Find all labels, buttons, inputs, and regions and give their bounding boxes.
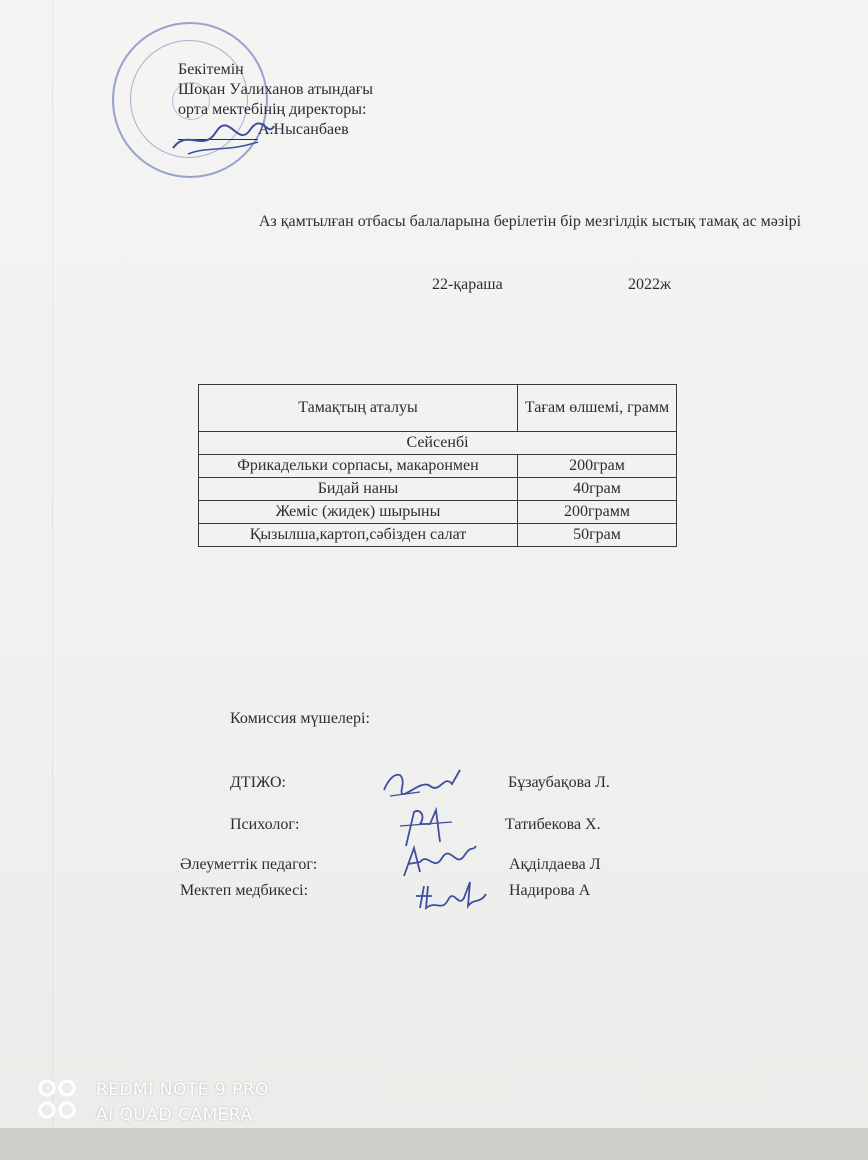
header-dish-name: Тамақтың аталуы [199, 385, 518, 432]
member-name: Бұзаубақова Л. [508, 774, 610, 791]
document-date-year: 2022ж [628, 276, 672, 293]
menu-table [198, 384, 677, 547]
table-surface [0, 1128, 868, 1160]
approval-position: орта мектебінің директоры: [178, 101, 367, 118]
member-role: ДТІЖО: [230, 774, 286, 791]
watermark-text [96, 1078, 269, 1128]
member-name: Ақділдаева Л [509, 856, 601, 873]
page-fold-line [52, 0, 53, 1132]
member-name: Надирова А [509, 882, 591, 899]
document-title: Аз қамтылған отбасы балаларына берілетін бір мезгілдік ыстық тамақ ас мәзірі [258, 213, 802, 230]
header-portion-size: Тағам өлшемі, грамм [518, 385, 677, 432]
signature-4 [414, 878, 494, 927]
dish-portion: 50грам [518, 524, 677, 547]
dish-name: Жеміс (жидек) шырыны [199, 501, 518, 524]
director-name: А.Нысанбаев [258, 121, 349, 138]
signature-1 [380, 764, 470, 809]
dish-name: Қызылша,картоп,сәбізден салат [199, 524, 518, 547]
document-date-day: 22-қараша [432, 276, 503, 293]
member-role: Мектеп медбикесі: [180, 882, 309, 899]
table-header-row [199, 385, 677, 432]
member-role: Әлеуметтік педагог: [180, 856, 318, 873]
member-name: Татибекова Х. [505, 816, 601, 833]
commission-label: Комиссия мүшелері: [230, 710, 370, 727]
quad-camera-logo-icon [38, 1078, 78, 1122]
table-row [199, 524, 677, 547]
dish-name: Бидай наны [199, 478, 518, 501]
director-signature [168, 118, 278, 163]
dish-name: Фрикадельки сорпасы, макаронмен [199, 455, 518, 478]
approval-school: Шокан Уалиханов атындағы [178, 81, 374, 98]
watermark-model: REDMI NOTE 9 PRO [96, 1080, 270, 1100]
table-day-row [199, 432, 677, 455]
dish-portion: 200грам [518, 455, 677, 478]
dish-portion: 200грамм [518, 501, 677, 524]
dish-portion: 40грам [518, 478, 677, 501]
table-row [199, 501, 677, 524]
table-row [199, 478, 677, 501]
approval-title: Бекітемін [178, 61, 244, 78]
table-row [199, 455, 677, 478]
member-role: Психолог: [230, 816, 300, 833]
watermark-camera: AI QUAD CAMERA [96, 1105, 253, 1125]
day-label: Сейсенбі [199, 432, 677, 455]
